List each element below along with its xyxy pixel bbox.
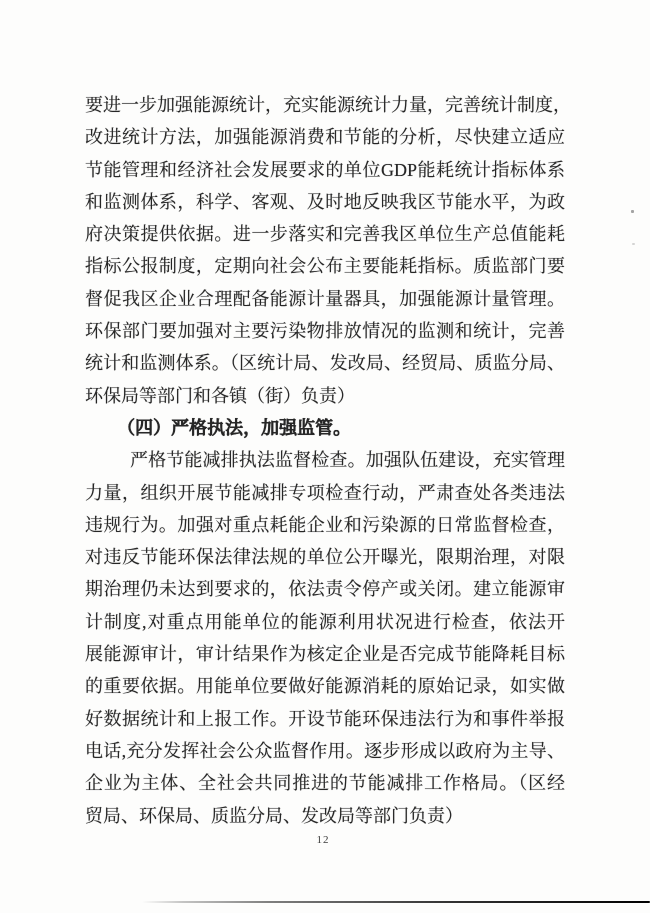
text-line: 环保局等部门和各镇（街）负责） [85,385,355,406]
text-line: 贸局、环保局、质监分局、发改局等部门负责） [85,805,463,826]
section-heading: （四）严格执法，加强监管。 [117,417,351,438]
text-line: 期治理仍未达到要求的，依法责令停产或关闭。建立能源审 [85,579,565,600]
scan-speck [632,243,635,245]
text-line: 好数据统计和上报工作。开设节能环保违法行为和事件举报 [85,708,565,729]
scan-speck [631,210,634,213]
document-text-body [85,89,571,832]
text-line: 督促我区企业合理配备能源计量器具，加强能源计量管理。 [85,288,565,309]
text-line: 对违反节能环保法律法规的单位公开曝光，限期治理，对限 [85,547,565,568]
text-line: 计制度,对重点用能单位的能源利用状况进行检查，依法开 [85,611,565,632]
text-line: 府决策提供依据。进一步落实和完善我区单位生产总值能耗 [85,224,565,245]
text-line: 要进一步加强能源统计，充实能源统计力量，完善统计制度， [85,95,571,115]
text-line: 严格节能减排执法监督检查。加强队伍建设，充实管理 [130,450,565,471]
text-line: 力量，组织开展节能减排专项检查行动，严肃查处各类违法 [85,482,565,503]
text-line: 改进统计方法，加强能源消费和节能的分析，尽快建立适应 [85,127,565,148]
text-line: 环保部门要加强对主要污染物排放情况的监测和统计，完善 [85,321,565,342]
text-line: 展能源审计，审计结果作为核定企业是否完成节能降耗目标 [85,644,565,665]
text-line: 电话,充分发挥社会公众监督作用。逐步形成以政府为主导、 [85,740,565,761]
scan-artifact-line [142,901,650,903]
text-line: 节能管理和经济社会发展要求的单位GDP能耗统计指标体系 [85,159,565,180]
text-line: 企业为主体、全社会共同推进的节能减排工作格局。（区经 [85,773,565,794]
text-line: 和监测体系，科学、客观、及时地反映我区节能水平，为政 [85,191,565,212]
text-line: 统计和监测体系。（区统计局、发改局、经贸局、质监分局、 [85,353,565,374]
page-number: 12 [316,834,330,846]
text-line: 违规行为。加强对重点耗能企业和污染源的日常监督检查， [85,514,565,535]
text-line: 指标公报制度，定期向社会公布主要能耗指标。质监部门要 [85,256,565,277]
text-line: 的重要依据。用能单位要做好能源消耗的原始记录，如实做 [85,676,565,697]
